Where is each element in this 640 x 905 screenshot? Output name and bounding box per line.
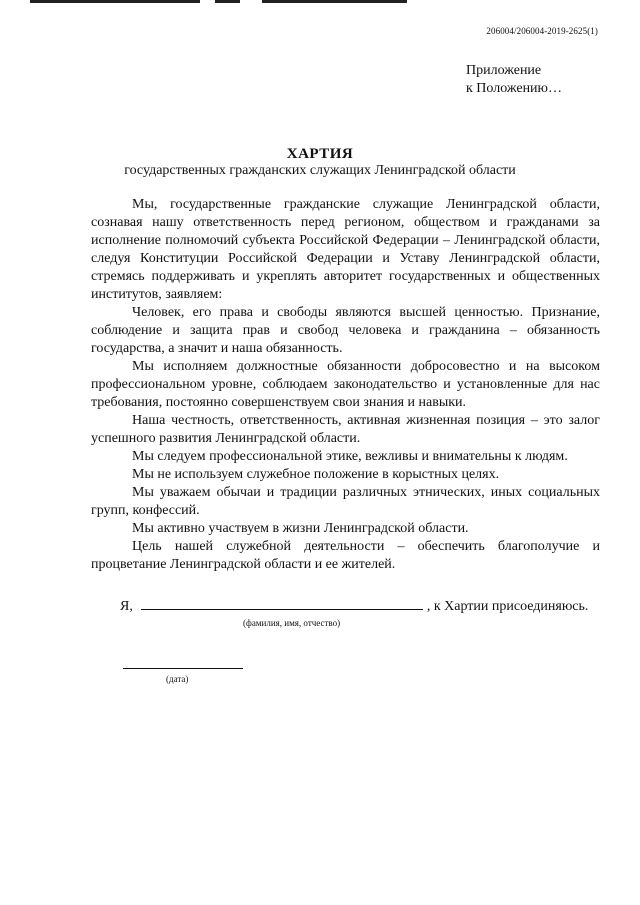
full-name-caption: (фамилия, имя, отчество) (243, 618, 341, 628)
paragraph-honesty: Наша честность, ответственность, активная жизненная позиция – это залог успешного развития Ленинградской области. (91, 413, 600, 446)
full-name-blank[interactable] (141, 597, 423, 610)
paragraph-respect: Мы уважаем обычаи и традиции различных этнических, иных социальных групп, конфессий. (91, 485, 600, 518)
signature-line (120, 597, 588, 615)
paragraph-ethics: Мы следуем профессиональной этике, вежливы и внимательны к людям. (132, 449, 568, 464)
appendix-line-1: Приложение (466, 63, 542, 78)
document-subtitle: государственных гражданских служащих Ленинградской области (124, 163, 516, 178)
date-caption: (дата) (166, 674, 189, 684)
appendix-line-2: к Положению… (466, 81, 563, 96)
top-rule-middle (215, 0, 240, 3)
appendix-reference (466, 62, 562, 98)
signature-prefix: Я, (120, 599, 133, 614)
paragraph-declaration: Мы, государственные гражданские служащие Ленинградской области, сознавая нашу ответственность перед регионом, обществом и гражданами за исполнение полномочий субъекта Российской Федерации – Ленинградской области, следуя Конституции Российской Федерации и Уставу Ленинградской области, стремясь поддерживать и укреплять авторитет государственных и общественных институтов, заявляем: (91, 197, 600, 302)
document-number: 206004/206004-2019-2625(1) (486, 26, 598, 36)
paragraph-duties: Мы исполняем должностные обязанности добросовестно и на высоком профессиональном уровне, соблюдаем законодательство и установленные для нас требования, постоянно совершенствуем свои знания и навыки. (91, 359, 600, 410)
paragraph-goal: Цель нашей служебной деятельности – обеспечить благополучие и процветание Ленинградской области и ее жителей. (91, 539, 600, 572)
paragraph-participation: Мы активно участвуем в жизни Ленинградской области. (132, 521, 469, 536)
signature-suffix: , к Хартии присоединяюсь. (426, 599, 589, 614)
document-title: ХАРТИЯ (286, 146, 354, 162)
date-blank[interactable] (123, 668, 243, 669)
top-rule-left (30, 0, 200, 3)
charter-body (91, 196, 600, 574)
paragraph-no-misuse: Мы не используем служебное положение в корыстных целях. (132, 467, 500, 482)
top-rule-right (262, 0, 407, 3)
paragraph-human-rights: Человек, его права и свободы являются высшей ценностью. Признание, соблюдение и защита прав и свобод человека и гражданина – обязанность государства, а значит и наша обязанность. (91, 305, 600, 356)
